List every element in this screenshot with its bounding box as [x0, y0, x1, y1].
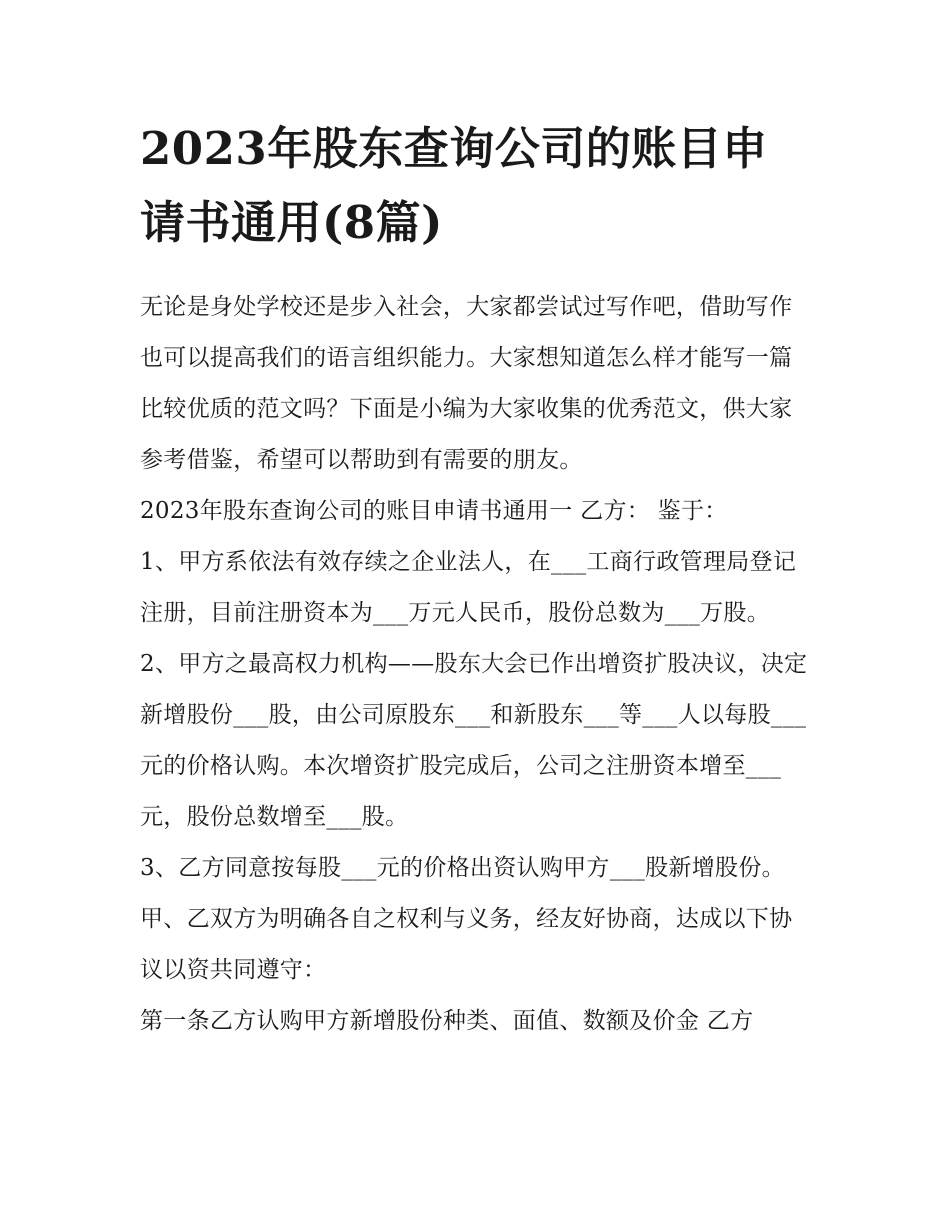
document-page — [140, 112, 812, 1047]
clause-3-paragraph: 3、乙方同意按每股___元的价格出资认购甲方___股新增股份。 甲、乙双方为明确各自之权利与义务，经友好协商，达成以下协议以资共同遵守： — [140, 855, 793, 983]
section-heading-paragraph: 2023年股东查询公司的账目申请书通用一 乙方： 鉴于： — [140, 498, 728, 524]
article-1-paragraph: 第一条乙方认购甲方新增股份种类、面值、数额及价金 乙方 — [140, 1008, 754, 1034]
intro-paragraph: 无论是身处学校还是步入社会，大家都尝试过写作吧，借助写作也可以提高我们的语言组织能力。大家想知道怎么样才能写一篇比较优质的范文吗？下面是小编为大家收集的优秀范文，供大家参考借鉴，希望可以帮助到有需要的朋友。 — [140, 294, 793, 473]
clause-1-paragraph: 1、甲方系依法有效存续之企业法人，在___工商行政管理局登记注册，目前注册资本为___万元人民币，股份总数为___万股。 — [140, 549, 797, 626]
clause-2-paragraph: 2、甲方之最高权力机构——股东大会已作出增资扩股决议，决定新增股份___股，由公司原股东___和新股东___等___人以每股___元的价格认购。本次增资扩股完成后，公司之注册资本增至___元，股份总数增至___股。 — [140, 651, 808, 830]
document-title: 2023年股东查询公司的账目申请书通用(8篇) — [140, 122, 768, 249]
